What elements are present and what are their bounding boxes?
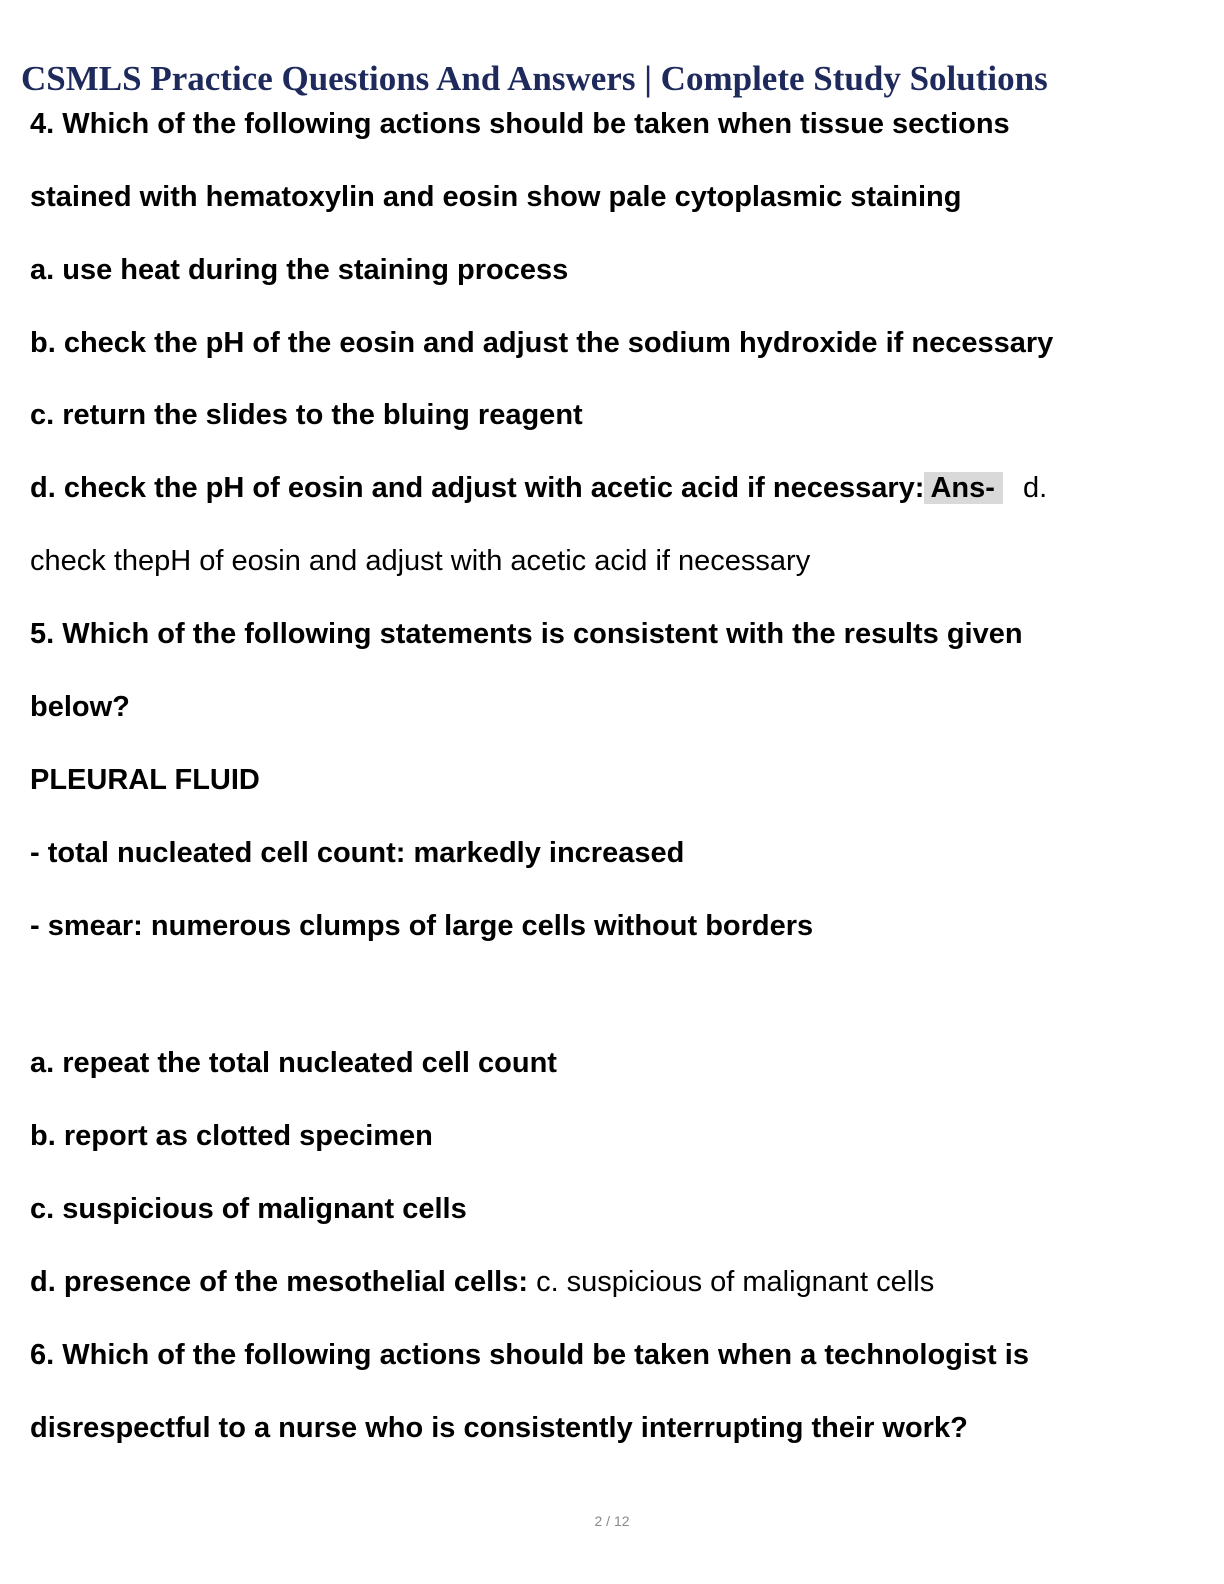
q4-option-c: c. return the slides to the bluing reagent xyxy=(30,399,583,431)
answer-label: Ans- xyxy=(924,472,1002,504)
q5-answer: c. suspicious of malignant cells xyxy=(536,1266,935,1298)
q5-result-2: - smear: numerous clumps of large cells without borders xyxy=(30,910,814,942)
q4-option-d-row xyxy=(30,470,1047,506)
q4-answer: check thepH of eosin and adjust with acetic acid if necessary xyxy=(30,545,811,577)
q4-option-a: a. use heat during the staining process xyxy=(30,254,569,286)
q5-option-d: d. presence of the mesothelial cells: xyxy=(30,1266,528,1298)
q4-option-d: d. check the pH of eosin and adjust with acetic acid if necessary: xyxy=(30,472,925,504)
q6-stem-line-2: disrespectful to a nurse who is consistently interrupting their work? xyxy=(30,1412,968,1444)
q5-stem-line-2: below? xyxy=(30,691,130,723)
q5-option-c: c. suspicious of malignant cells xyxy=(30,1193,467,1225)
q5-result-1: - total nucleated cell count: markedly increased xyxy=(30,837,685,869)
q5-option-d-row xyxy=(30,1264,934,1300)
q4-answer-start: d. xyxy=(1022,472,1048,504)
q5-option-b: b. report as clotted specimen xyxy=(30,1120,433,1152)
q4-stem-line-2: stained with hematoxylin and eosin show pale cytoplasmic staining xyxy=(30,181,962,213)
q4-stem-line-1: 4. Which of the following actions should be taken when tissue sections xyxy=(30,108,1010,140)
q5-stem-line-1: 5. Which of the following statements is consistent with the results given xyxy=(30,618,1023,650)
q5-section-heading: PLEURAL FLUID xyxy=(30,764,260,796)
document-title: CSMLS Practice Questions And Answers | Complete Study Solutions xyxy=(21,59,1048,98)
q5-option-a: a. repeat the total nucleated cell count xyxy=(30,1047,557,1079)
q4-option-b: b. check the pH of the eosin and adjust the sodium hydroxide if necessary xyxy=(30,327,1054,359)
q6-stem-line-1: 6. Which of the following actions should be taken when a technologist is xyxy=(30,1339,1029,1371)
page-number: 2 / 12 xyxy=(594,1513,630,1529)
